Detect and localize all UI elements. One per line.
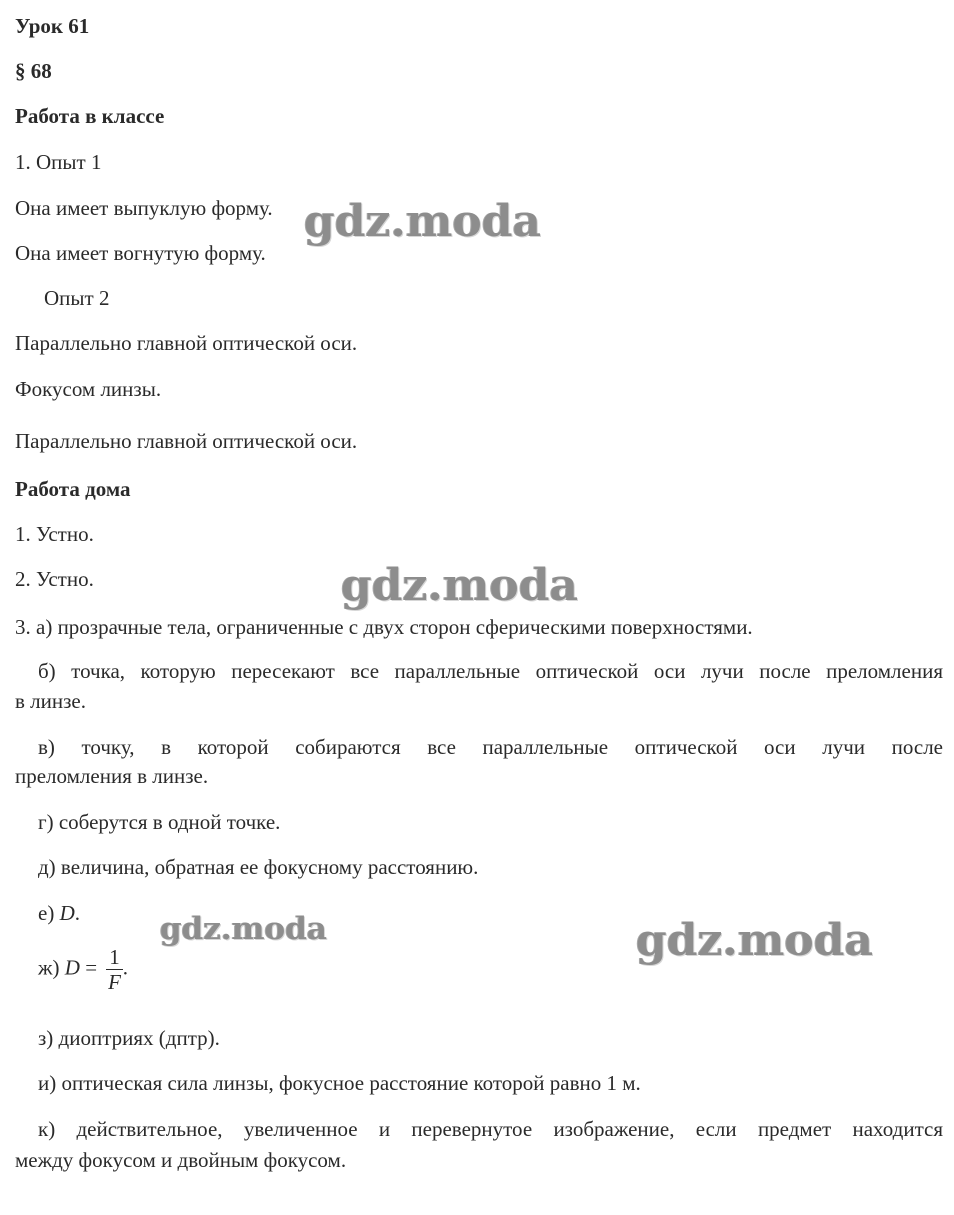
lesson-title: Урок 61 (15, 14, 90, 38)
homework-heading: Работа дома (15, 477, 131, 501)
fraction-numerator: 1 (106, 945, 123, 970)
item-3zh-prefix: ж) (38, 955, 65, 980)
formula-lhs: D (64, 955, 80, 980)
homework-item-3v-line-1: в) точку, в которой собираются все параллельные оптической оси лучи после (38, 735, 943, 759)
homework-item-3d: д) величина, обратная ее фокусному расстоянию. (38, 855, 479, 879)
experiment-2-answer-1: Параллельно главной оптической оси. (15, 331, 358, 355)
experiment-2-answer-3: Параллельно главной оптической оси. (15, 429, 358, 453)
watermark-1: gdz.moda (304, 196, 542, 247)
experiment-2-label: Опыт 2 (44, 286, 110, 310)
homework-item-3i: и) оптическая сила линзы, фокусное расстояние которой равно 1 м. (38, 1071, 641, 1095)
homework-item-3b-line-2: в линзе. (15, 689, 86, 713)
formula-end: . (122, 955, 129, 980)
classwork-heading: Работа в классе (15, 104, 165, 128)
watermark-3: gdz.moda (160, 911, 327, 947)
watermark-2: gdz.moda (341, 560, 579, 611)
item-3e-suffix: . (74, 901, 80, 925)
experiment-1-answer-2: Она имеет вогнутую форму. (15, 241, 266, 265)
homework-item-3v-line-2: преломления в линзе. (15, 764, 209, 788)
homework-item-3k-line-2: между фокусом и двойным фокусом. (15, 1148, 347, 1172)
homework-item-3a: 3. а) прозрачные тела, ограниченные с двух сторон сферическими поверхностями. (15, 615, 753, 639)
homework-item-2: 2. Устно. (15, 567, 94, 591)
watermark-4: gdz.moda (636, 915, 874, 966)
experiment-2-answer-2: Фокусом линзы. (15, 377, 162, 401)
homework-item-1: 1. Устно. (15, 522, 94, 546)
homework-item-3g: г) соберутся в одной точке. (38, 810, 281, 834)
experiment-1-label: 1. Опыт 1 (15, 150, 102, 174)
item-3e-prefix: е) (38, 901, 60, 925)
homework-item-3z: з) диоптриях (дптр). (38, 1026, 220, 1050)
formula-equals: = (79, 955, 103, 980)
homework-item-3zh (38, 945, 128, 994)
homework-item-3e (38, 901, 80, 925)
homework-item-3k-line-1: к) действительное, увеличенное и перевернутое изображение, если предмет находится (38, 1117, 943, 1141)
experiment-1-answer-1: Она имеет выпуклую форму. (15, 196, 273, 220)
formula-fraction (106, 945, 123, 994)
homework-item-3b-line-1: б) точка, которую пересекают все параллельные оптической оси лучи после преломления (38, 659, 943, 683)
optical-power-symbol: D (59, 901, 75, 925)
paragraph-number: § 68 (15, 59, 52, 83)
fraction-denominator: F (108, 970, 121, 994)
